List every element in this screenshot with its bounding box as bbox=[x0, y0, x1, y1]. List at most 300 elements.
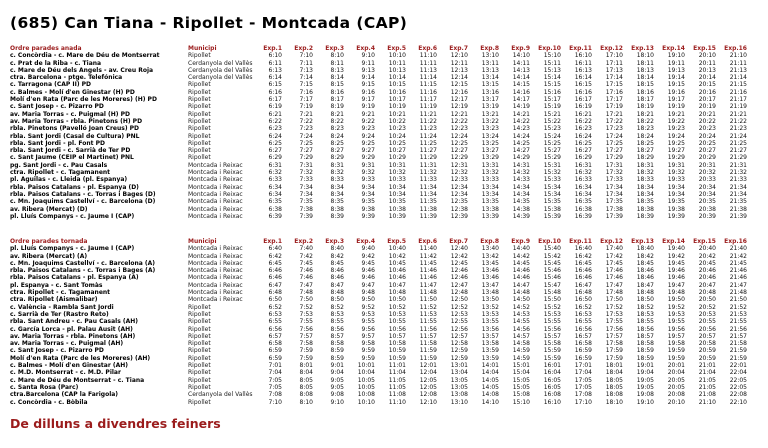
time-cell: 16:46 bbox=[574, 274, 592, 282]
time-cell: 20:04 bbox=[667, 369, 685, 377]
timetable-row bbox=[10, 198, 750, 205]
time-cell: 7:52 bbox=[299, 303, 313, 311]
time-cell: 14:10 bbox=[512, 52, 530, 60]
time-cell: 12:10 bbox=[450, 52, 468, 60]
time-cell: 19:34 bbox=[667, 190, 685, 198]
time-cell: 21:40 bbox=[729, 245, 747, 253]
time-cell: 9:53 bbox=[361, 310, 375, 318]
time-cell: 16:53 bbox=[574, 310, 592, 318]
time-cell: 15:50 bbox=[543, 296, 561, 304]
time-cell: 19:38 bbox=[667, 205, 685, 213]
time-cell: 17:16 bbox=[605, 88, 623, 96]
time-cell: 10:34 bbox=[388, 183, 406, 191]
time-cell: 10:17 bbox=[388, 96, 406, 104]
time-cell: 20:11 bbox=[698, 59, 716, 67]
time-cell: 18:14 bbox=[636, 74, 654, 82]
time-cell: 6:16 bbox=[268, 88, 282, 96]
time-cell: 20:15 bbox=[698, 81, 716, 89]
time-cell: 15:53 bbox=[543, 310, 561, 318]
time-cell: 18:55 bbox=[636, 318, 654, 326]
time-cell: 8:21 bbox=[330, 110, 344, 118]
time-cell: 18:13 bbox=[636, 66, 654, 74]
time-cell: 17:27 bbox=[605, 147, 623, 155]
time-cell: 12:01 bbox=[419, 362, 437, 370]
municipi-cell: Ripollet bbox=[188, 81, 211, 89]
stop-name-cell: c. Prat de la Riba - c. Tiana bbox=[10, 59, 102, 67]
time-cell: 17:58 bbox=[605, 340, 623, 348]
municipi-cell: Ripollet bbox=[188, 147, 211, 155]
time-cell: 19:05 bbox=[636, 376, 654, 384]
time-cell: 21:22 bbox=[729, 117, 747, 125]
time-cell: 7:34 bbox=[299, 190, 313, 198]
time-cell: 11:46 bbox=[419, 267, 437, 275]
stop-name-cell: rbla. Paisos Catalans - c. Torras i Bages (A) bbox=[10, 267, 156, 275]
time-cell: 16:27 bbox=[574, 147, 592, 155]
time-cell: 15:01 bbox=[512, 362, 530, 370]
time-cell: 20:24 bbox=[698, 132, 716, 140]
column-header-exp: Exp.1 bbox=[263, 45, 282, 52]
time-cell: 7:29 bbox=[299, 154, 313, 162]
time-cell: 17:22 bbox=[605, 117, 623, 125]
time-cell: 10:52 bbox=[388, 303, 406, 311]
time-cell: 13:10 bbox=[450, 398, 468, 406]
time-cell: 8:57 bbox=[330, 332, 344, 340]
stop-name-cell: rbla. Sant Jordi (Casal de Cultura) PNL bbox=[10, 132, 140, 140]
column-header-exp: Exp.8 bbox=[480, 238, 499, 245]
time-cell: 9:10 bbox=[361, 52, 375, 60]
time-cell: 21:46 bbox=[729, 267, 747, 275]
time-cell: 18:50 bbox=[636, 296, 654, 304]
time-cell: 17:45 bbox=[605, 259, 623, 267]
time-cell: 11:04 bbox=[388, 369, 406, 377]
time-cell: 19:29 bbox=[667, 154, 685, 162]
time-cell: 19:10 bbox=[636, 398, 654, 406]
time-cell: 11:57 bbox=[419, 332, 437, 340]
time-cell: 17:17 bbox=[605, 96, 623, 104]
time-cell: 21:46 bbox=[729, 274, 747, 282]
time-cell: 16:19 bbox=[574, 103, 592, 111]
time-cell: 8:08 bbox=[299, 391, 313, 399]
time-cell: 18:24 bbox=[636, 132, 654, 140]
time-cell: 9:39 bbox=[361, 212, 375, 220]
time-cell: 15:10 bbox=[543, 52, 561, 60]
time-cell: 9:13 bbox=[361, 66, 375, 74]
timetable-row bbox=[10, 399, 750, 406]
column-header-exp: Exp.15 bbox=[693, 45, 716, 52]
time-cell: 9:10 bbox=[330, 398, 344, 406]
time-cell: 21:05 bbox=[698, 376, 716, 384]
time-cell: 14:46 bbox=[512, 274, 530, 282]
time-cell: 19:57 bbox=[667, 332, 685, 340]
time-cell: 11:05 bbox=[388, 383, 406, 391]
time-cell: 20:29 bbox=[698, 154, 716, 162]
time-cell: 14:56 bbox=[512, 325, 530, 333]
time-cell: 14:05 bbox=[481, 383, 499, 391]
time-cell: 16:08 bbox=[543, 391, 561, 399]
time-cell: 20:05 bbox=[667, 376, 685, 384]
time-cell: 13:13 bbox=[481, 66, 499, 74]
time-cell: 6:45 bbox=[268, 259, 282, 267]
timetable-row bbox=[10, 260, 750, 267]
time-cell: 11:17 bbox=[419, 96, 437, 104]
time-cell: 16:47 bbox=[574, 281, 592, 289]
time-cell: 20:56 bbox=[698, 325, 716, 333]
time-cell: 12:52 bbox=[450, 303, 468, 311]
time-cell: 19:45 bbox=[667, 259, 685, 267]
time-cell: 13:11 bbox=[481, 59, 499, 67]
time-cell: 11:32 bbox=[419, 169, 437, 177]
time-cell: 16:46 bbox=[574, 267, 592, 275]
time-cell: 11:15 bbox=[419, 81, 437, 89]
time-cell: 8:52 bbox=[330, 303, 344, 311]
time-cell: 22:04 bbox=[729, 369, 747, 377]
time-cell: 8:05 bbox=[299, 383, 313, 391]
column-header-exp: Exp.13 bbox=[631, 238, 654, 245]
time-cell: 18:38 bbox=[636, 205, 654, 213]
time-cell: 21:58 bbox=[729, 340, 747, 348]
column-header-stops: Ordre parades anada bbox=[10, 45, 82, 52]
time-cell: 9:19 bbox=[361, 103, 375, 111]
time-cell: 20:55 bbox=[698, 318, 716, 326]
municipi-cell: Ripollet bbox=[188, 376, 211, 384]
municipi-cell: Montcada i Reixac bbox=[188, 259, 243, 267]
municipi-cell: Montcada i Reixac bbox=[188, 274, 243, 282]
time-cell: 9:14 bbox=[361, 74, 375, 82]
time-cell: 6:15 bbox=[268, 81, 282, 89]
service-days-note: De dilluns a divendres feiners bbox=[10, 416, 221, 431]
time-cell: 16:33 bbox=[574, 176, 592, 184]
time-cell: 10:05 bbox=[357, 376, 375, 384]
time-cell: 16:15 bbox=[574, 81, 592, 89]
time-cell: 10:57 bbox=[388, 332, 406, 340]
municipi-cell: Montcada i Reixac bbox=[188, 205, 243, 213]
time-cell: 8:24 bbox=[330, 132, 344, 140]
time-cell: 13:46 bbox=[481, 267, 499, 275]
timetable-row bbox=[10, 333, 750, 340]
time-cell: 13:08 bbox=[450, 391, 468, 399]
time-cell: 14:11 bbox=[512, 59, 530, 67]
timetable-row bbox=[10, 191, 750, 198]
time-cell: 12:47 bbox=[450, 281, 468, 289]
time-cell: 20:17 bbox=[698, 96, 716, 104]
time-cell: 19:16 bbox=[667, 88, 685, 96]
time-cell: 21:52 bbox=[729, 303, 747, 311]
time-cell: 9:59 bbox=[361, 347, 375, 355]
time-cell: 13:21 bbox=[481, 110, 499, 118]
municipi-cell: Montcada i Reixac bbox=[188, 169, 243, 177]
time-cell: 15:45 bbox=[543, 259, 561, 267]
time-cell: 8:58 bbox=[330, 340, 344, 348]
time-cell: 16:55 bbox=[574, 318, 592, 326]
time-cell: 17:50 bbox=[605, 296, 623, 304]
time-cell: 18:46 bbox=[636, 274, 654, 282]
time-cell: 8:47 bbox=[330, 281, 344, 289]
time-cell: 7:46 bbox=[299, 274, 313, 282]
time-cell: 21:29 bbox=[729, 154, 747, 162]
time-cell: 15:05 bbox=[512, 383, 530, 391]
time-cell: 9:46 bbox=[361, 267, 375, 275]
time-cell: 20:21 bbox=[698, 110, 716, 118]
time-cell: 14:47 bbox=[512, 281, 530, 289]
time-cell: 14:24 bbox=[512, 132, 530, 140]
time-cell: 22:10 bbox=[729, 398, 747, 406]
time-cell: 21:13 bbox=[729, 66, 747, 74]
time-cell: 7:15 bbox=[299, 81, 313, 89]
municipi-cell: Ripollet bbox=[188, 398, 211, 406]
time-cell: 19:22 bbox=[667, 117, 685, 125]
time-cell: 17:19 bbox=[605, 103, 623, 111]
time-cell: 15:38 bbox=[543, 205, 561, 213]
municipi-cell: Ripollet bbox=[188, 340, 211, 348]
time-cell: 17:46 bbox=[605, 274, 623, 282]
time-cell: 21:34 bbox=[729, 183, 747, 191]
time-cell: 12:31 bbox=[450, 161, 468, 169]
time-cell: 6:19 bbox=[268, 103, 282, 111]
time-cell: 8:25 bbox=[330, 139, 344, 147]
time-cell: 12:59 bbox=[450, 354, 468, 362]
timetable-row bbox=[10, 384, 750, 391]
time-cell: 7:38 bbox=[299, 205, 313, 213]
time-cell: 11:45 bbox=[419, 259, 437, 267]
time-cell: 21:59 bbox=[729, 354, 747, 362]
time-cell: 11:11 bbox=[419, 59, 437, 67]
time-cell: 10:46 bbox=[388, 267, 406, 275]
time-cell: 20:53 bbox=[698, 310, 716, 318]
stop-name-cell: pl. Lluís Companys - c. Jaume I (CAP) bbox=[10, 245, 135, 253]
municipi-cell: Ripollet bbox=[188, 369, 211, 377]
time-cell: 16:32 bbox=[574, 169, 592, 177]
time-cell: 20:22 bbox=[698, 117, 716, 125]
time-cell: 18:25 bbox=[636, 139, 654, 147]
time-cell: 22:05 bbox=[729, 383, 747, 391]
time-cell: 10:34 bbox=[388, 190, 406, 198]
stop-name-cell: c. Balmes - Molí d'en Ginestar (AH) bbox=[10, 362, 129, 370]
time-cell: 15:15 bbox=[543, 81, 561, 89]
time-cell: 13:47 bbox=[481, 281, 499, 289]
time-cell: 9:04 bbox=[330, 369, 344, 377]
time-cell: 19:50 bbox=[667, 296, 685, 304]
stop-name-cell: ctra. Ripollet (Aismalibar) bbox=[10, 296, 98, 304]
time-cell: 15:48 bbox=[543, 289, 561, 297]
timetable-row bbox=[10, 147, 750, 154]
time-cell: 10:14 bbox=[388, 74, 406, 82]
time-cell: 11:38 bbox=[419, 205, 437, 213]
time-cell: 20:35 bbox=[698, 198, 716, 206]
stop-name-cell: c. Sarrià de Ter (Rastro Reto) bbox=[10, 310, 109, 318]
time-cell: 18:34 bbox=[636, 190, 654, 198]
time-cell: 21:57 bbox=[729, 332, 747, 340]
time-cell: 8:53 bbox=[330, 310, 344, 318]
table-header-row bbox=[10, 45, 750, 52]
time-cell: 18:32 bbox=[636, 169, 654, 177]
time-cell: 16:59 bbox=[574, 354, 592, 362]
time-cell: 8:56 bbox=[330, 325, 344, 333]
time-cell: 14:22 bbox=[512, 117, 530, 125]
time-cell: 20:10 bbox=[667, 398, 685, 406]
time-cell: 18:39 bbox=[636, 212, 654, 220]
time-cell: 21:45 bbox=[729, 259, 747, 267]
time-cell: 10:24 bbox=[388, 132, 406, 140]
stop-name-cell: c. Mare de Déu dels Àngels - av. Creu Roja bbox=[10, 66, 154, 74]
time-cell: 15:19 bbox=[543, 103, 561, 111]
time-cell: 19:11 bbox=[667, 59, 685, 67]
table-header-row bbox=[10, 238, 750, 245]
time-cell: 18:52 bbox=[636, 303, 654, 311]
time-cell: 20:19 bbox=[698, 103, 716, 111]
time-cell: 10:35 bbox=[388, 198, 406, 206]
time-cell: 9:17 bbox=[361, 96, 375, 104]
timetable-row bbox=[10, 282, 750, 289]
timetable-row bbox=[10, 267, 750, 274]
time-cell: 20:38 bbox=[698, 205, 716, 213]
time-cell: 14:27 bbox=[512, 147, 530, 155]
municipi-cell: Ripollet bbox=[188, 117, 211, 125]
time-cell: 7:21 bbox=[299, 110, 313, 118]
time-cell: 10:15 bbox=[388, 81, 406, 89]
time-cell: 7:01 bbox=[268, 362, 282, 370]
time-cell: 19:23 bbox=[667, 125, 685, 133]
time-cell: 14:05 bbox=[481, 376, 499, 384]
column-header-exp: Exp.4 bbox=[356, 45, 375, 52]
column-header-stops: Ordre parades tornada bbox=[10, 238, 88, 245]
time-cell: 15:55 bbox=[543, 318, 561, 326]
time-cell: 10:13 bbox=[388, 66, 406, 74]
stop-name-cell: c. Mn. Joaquims Castellví - c. Barcelona (D) bbox=[10, 198, 156, 206]
time-cell: 12:38 bbox=[450, 205, 468, 213]
time-cell: 12:22 bbox=[450, 117, 468, 125]
time-cell: 19:08 bbox=[636, 391, 654, 399]
time-cell: 20:25 bbox=[698, 139, 716, 147]
time-cell: 9:46 bbox=[361, 274, 375, 282]
time-cell: 14:59 bbox=[512, 347, 530, 355]
time-cell: 7:42 bbox=[299, 252, 313, 260]
time-cell: 21:48 bbox=[729, 289, 747, 297]
time-cell: 15:35 bbox=[543, 198, 561, 206]
time-cell: 15:34 bbox=[543, 190, 561, 198]
column-header-exp: Exp.14 bbox=[662, 238, 685, 245]
time-cell: 11:01 bbox=[388, 362, 406, 370]
time-cell: 15:46 bbox=[543, 274, 561, 282]
stop-name-cell: av. Maria Torras - rbla. Pinetons (AH) bbox=[10, 332, 136, 340]
time-cell: 17:42 bbox=[605, 252, 623, 260]
time-cell: 10:32 bbox=[388, 169, 406, 177]
time-cell: 8:46 bbox=[330, 274, 344, 282]
time-cell: 19:47 bbox=[667, 281, 685, 289]
time-cell: 6:34 bbox=[268, 183, 282, 191]
time-cell: 12:11 bbox=[450, 59, 468, 67]
time-cell: 8:19 bbox=[330, 103, 344, 111]
time-cell: 14:17 bbox=[512, 96, 530, 104]
time-cell: 7:57 bbox=[299, 332, 313, 340]
time-cell: 13:23 bbox=[481, 125, 499, 133]
time-cell: 18:04 bbox=[605, 369, 623, 377]
time-cell: 21:24 bbox=[729, 132, 747, 140]
time-cell: 10:05 bbox=[357, 383, 375, 391]
time-cell: 17:10 bbox=[605, 52, 623, 60]
time-cell: 9:59 bbox=[361, 354, 375, 362]
time-cell: 7:14 bbox=[299, 74, 313, 82]
timetable-row bbox=[10, 52, 750, 59]
time-cell: 18:10 bbox=[605, 398, 623, 406]
municipi-cell: Ripollet bbox=[188, 318, 211, 326]
time-cell: 9:34 bbox=[361, 190, 375, 198]
time-cell: 10:21 bbox=[388, 110, 406, 118]
time-cell: 9:45 bbox=[361, 259, 375, 267]
time-cell: 20:46 bbox=[698, 267, 716, 275]
time-cell: 13:45 bbox=[481, 259, 499, 267]
column-header-municipi: Municipi bbox=[188, 238, 217, 245]
time-cell: 11:46 bbox=[419, 274, 437, 282]
time-cell: 6:46 bbox=[268, 274, 282, 282]
stop-name-cell: av. Ribera (Mercat) (A) bbox=[10, 252, 88, 260]
time-cell: 7:04 bbox=[268, 369, 282, 377]
time-cell: 6:24 bbox=[268, 132, 282, 140]
municipi-cell: Montcada i Reixac bbox=[188, 281, 243, 289]
stop-name-cell: pg. Sant Jordi - c. Pau Casals bbox=[10, 161, 108, 169]
time-cell: 7:59 bbox=[299, 347, 313, 355]
time-cell: 20:57 bbox=[698, 332, 716, 340]
time-cell: 11:16 bbox=[419, 88, 437, 96]
time-cell: 17:05 bbox=[574, 376, 592, 384]
time-cell: 13:01 bbox=[450, 362, 468, 370]
timetable-row bbox=[10, 369, 750, 376]
time-cell: 6:14 bbox=[268, 74, 282, 82]
time-cell: 17:08 bbox=[574, 391, 592, 399]
time-cell: 6:48 bbox=[268, 289, 282, 297]
column-header-exp: Exp.1 bbox=[263, 238, 282, 245]
stop-name-cell: c. Concòrdia - c. Mare de Déu de Montserrat bbox=[10, 52, 160, 60]
time-cell: 19:53 bbox=[667, 310, 685, 318]
time-cell: 11:25 bbox=[419, 139, 437, 147]
time-cell: 10:22 bbox=[388, 117, 406, 125]
time-cell: 21:10 bbox=[729, 52, 747, 60]
time-cell: 18:46 bbox=[636, 267, 654, 275]
time-cell: 19:13 bbox=[667, 66, 685, 74]
time-cell: 14:13 bbox=[512, 66, 530, 74]
time-cell: 10:25 bbox=[388, 139, 406, 147]
timetable-row bbox=[10, 162, 750, 169]
time-cell: 14:53 bbox=[512, 310, 530, 318]
time-cell: 15:52 bbox=[543, 303, 561, 311]
time-cell: 16:31 bbox=[574, 161, 592, 169]
column-header-exp: Exp.15 bbox=[693, 238, 716, 245]
municipi-cell: Ripollet bbox=[188, 88, 211, 96]
time-cell: 8:22 bbox=[330, 117, 344, 125]
municipi-cell: Ripollet bbox=[188, 303, 211, 311]
time-cell: 11:48 bbox=[419, 289, 437, 297]
time-cell: 21:33 bbox=[729, 176, 747, 184]
municipi-cell: Ripollet bbox=[188, 139, 211, 147]
time-cell: 7:50 bbox=[299, 296, 313, 304]
time-cell: 19:48 bbox=[667, 289, 685, 297]
time-cell: 9:35 bbox=[361, 198, 375, 206]
time-cell: 6:52 bbox=[268, 303, 282, 311]
time-cell: 6:34 bbox=[268, 190, 282, 198]
time-cell: 19:15 bbox=[667, 81, 685, 89]
timetable-row bbox=[10, 81, 750, 88]
time-cell: 17:04 bbox=[574, 369, 592, 377]
time-cell: 13:14 bbox=[481, 74, 499, 82]
time-cell: 12:35 bbox=[450, 198, 468, 206]
time-cell: 17:05 bbox=[574, 383, 592, 391]
column-header-exp: Exp.5 bbox=[387, 45, 406, 52]
time-cell: 20:46 bbox=[698, 274, 716, 282]
time-cell: 16:34 bbox=[574, 183, 592, 191]
time-cell: 6:17 bbox=[268, 96, 282, 104]
time-cell: 18:53 bbox=[636, 310, 654, 318]
time-cell: 6:56 bbox=[268, 325, 282, 333]
time-cell: 15:40 bbox=[543, 245, 561, 253]
